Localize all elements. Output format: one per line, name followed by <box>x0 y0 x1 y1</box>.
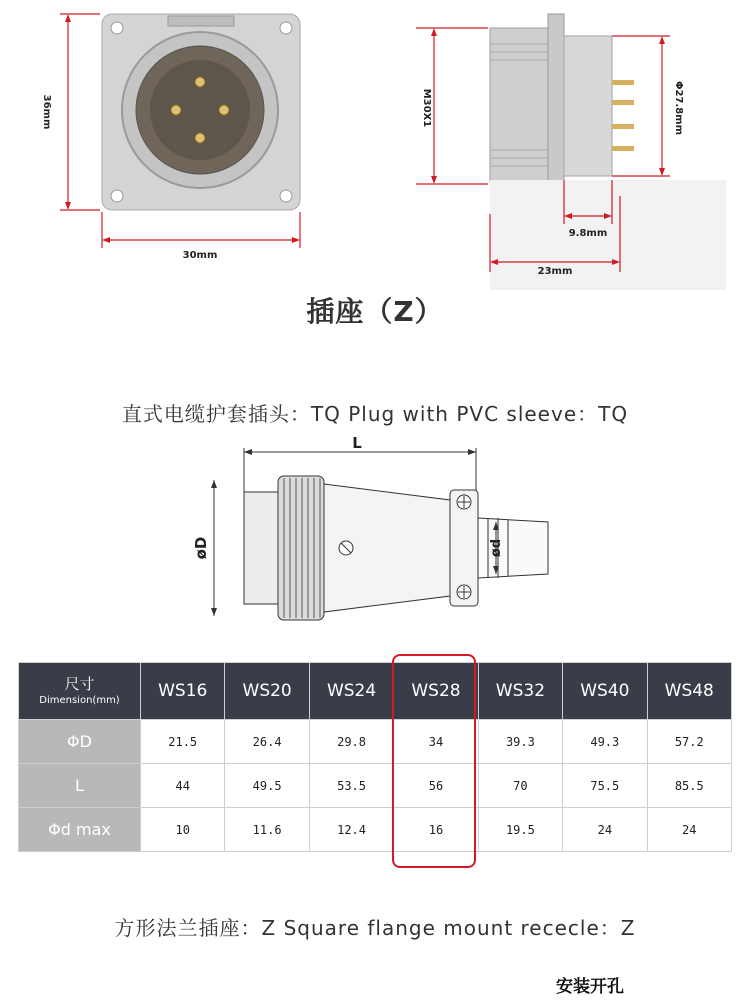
table-cell: 39.3 <box>478 720 562 764</box>
table-cell: 49.3 <box>563 720 647 764</box>
dim-d-label: ød <box>489 538 504 558</box>
table-cell: 53.5 <box>309 764 393 808</box>
table-cell: 75.5 <box>563 764 647 808</box>
length-dim-label: 23mm <box>537 266 573 277</box>
table-cell: 12.4 <box>309 808 393 852</box>
table-cell: 56 <box>394 764 478 808</box>
table-header-dimension <box>19 663 141 720</box>
dim-L-label: L <box>352 434 362 452</box>
z-dimension-drawing <box>0 0 750 290</box>
column-header: WS16 <box>141 663 225 720</box>
table-cell: 24 <box>647 808 731 852</box>
table-cell: 16 <box>394 808 478 852</box>
thread-dim-label: M30X1 <box>421 88 432 128</box>
table-cell: 24 <box>563 808 647 852</box>
table-cell: 70 <box>478 764 562 808</box>
diameter-dim-label: Φ27.8mm <box>673 80 684 136</box>
row-label: Φd max <box>19 808 141 852</box>
table-cell: 21.5 <box>141 720 225 764</box>
column-header: WS20 <box>225 663 309 720</box>
header-en-label: Dimension(mm) <box>39 694 120 706</box>
table-cell: 44 <box>141 764 225 808</box>
column-header: WS48 <box>647 663 731 720</box>
table-cell: 29.8 <box>309 720 393 764</box>
dimension-table <box>18 662 732 852</box>
z-front-view <box>0 0 750 290</box>
column-header: WS24 <box>309 663 393 720</box>
table-row <box>19 764 732 808</box>
dim-D-label: øD <box>192 536 210 560</box>
width-dim-label: 30mm <box>182 250 218 261</box>
height-dim-label: 36mm <box>41 94 52 130</box>
column-header: WS32 <box>478 663 562 720</box>
z-section-title: 方形法兰插座：Z Square flange mount rececle：Z <box>114 916 636 940</box>
ws28-highlight-box <box>392 654 476 868</box>
table-cell: 10 <box>141 808 225 852</box>
table-cell: 49.5 <box>225 764 309 808</box>
table-cell: 11.6 <box>225 808 309 852</box>
column-header: WS28 <box>394 663 478 720</box>
tq-plug-drawing <box>0 432 750 632</box>
mount-hole-label: 安装开孔 <box>556 977 624 997</box>
table-cell: 19.5 <box>478 808 562 852</box>
header-cn-label: 尺寸 <box>64 675 95 694</box>
column-header: WS40 <box>563 663 647 720</box>
table-row <box>19 808 732 852</box>
tq-section-title: 直式电缆护套插头：TQ Plug with PVC sleeve：TQ <box>121 402 629 426</box>
table-cell: 26.4 <box>225 720 309 764</box>
row-label: L <box>19 764 141 808</box>
flange-dim-label: 9.8mm <box>568 228 608 239</box>
table-cell: 34 <box>394 720 478 764</box>
table-cell: 85.5 <box>647 764 731 808</box>
row-label: ΦD <box>19 720 141 764</box>
table-row <box>19 720 732 764</box>
z-receptacle-title: 插座（Z） <box>306 295 444 328</box>
table-cell: 57.2 <box>647 720 731 764</box>
